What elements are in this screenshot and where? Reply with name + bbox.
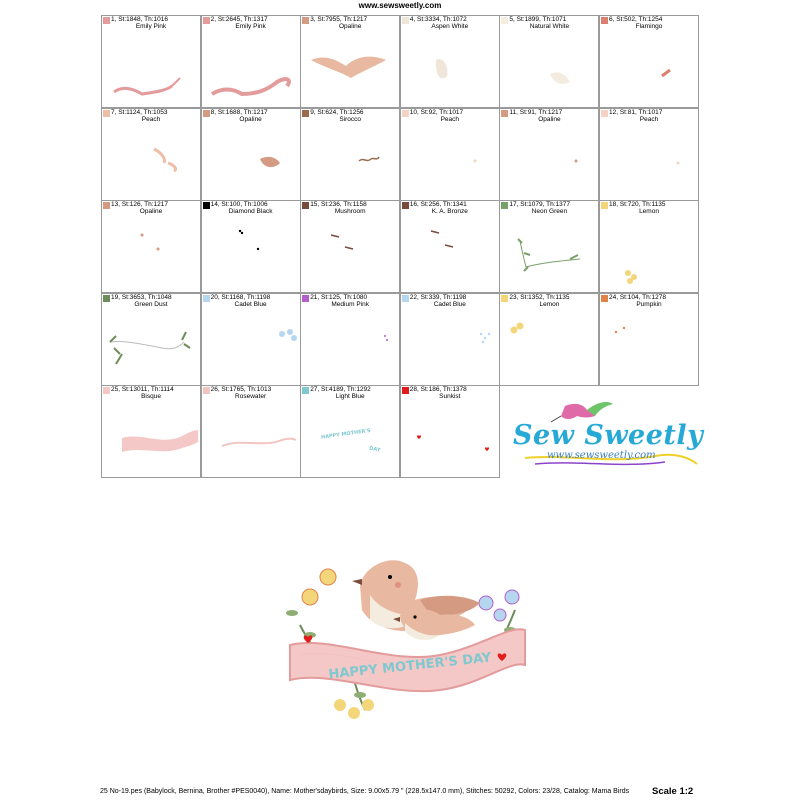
color-cell	[400, 108, 500, 201]
color-preview-art	[301, 386, 400, 478]
color-preview-art	[102, 16, 201, 108]
banner-text: HAPPY MOTHER'S DAY	[327, 650, 492, 683]
color-thread-name: Cadet Blue	[433, 300, 466, 308]
color-thread-name: Opaline	[139, 208, 163, 216]
svg-text:DAY: DAY	[368, 446, 381, 454]
color-thread-name: K. A. Bronze	[431, 208, 468, 216]
color-preview-art	[301, 16, 400, 108]
color-thread-name: Natural White	[529, 23, 570, 30]
color-thread-name: Bisque	[141, 393, 161, 401]
color-preview-art	[600, 294, 699, 386]
color-cell	[201, 293, 301, 386]
color-stitch-info: 24, St:104, Th:1278	[609, 293, 666, 301]
color-cell	[400, 200, 500, 293]
color-thread-name: Aspen White	[431, 23, 469, 30]
color-stitch-info: 8, St:1688, Th:1217	[210, 108, 268, 116]
color-stitch-info: 13, St:126, Th:1217	[111, 201, 168, 209]
color-cell	[499, 200, 599, 293]
color-stitch-info: 26, St:1765, Th:1013	[210, 386, 272, 394]
color-preview-art	[102, 386, 201, 478]
color-thread-name: Pumpkin	[636, 300, 662, 308]
color-preview-art	[102, 201, 201, 293]
color-thread-name: Sirocco	[339, 115, 362, 123]
footer-info: 25 No-19.pes (Babylock, Bernina, Brother #PES0040), Name: Mother'sdaybirds, Size: 9.00x5.79 " (228.5x147.0 mm), Stitches: 50292, Colors: 23/28, Catalog: Mama Birds	[100, 788, 630, 795]
sew-sweetly-logo	[505, 398, 704, 478]
color-thread-name: Opaline	[239, 115, 262, 123]
color-stitch-info: 2, St:2645, Th:1317	[210, 16, 268, 23]
color-thread-name: Flamingo	[635, 23, 663, 30]
color-preview-art	[301, 109, 400, 201]
color-stitch-info: 9, St:624, Th:1256	[310, 108, 364, 116]
color-thread-name: Peach	[440, 115, 460, 123]
color-cell	[101, 385, 201, 478]
color-preview-art	[500, 16, 599, 108]
color-thread-name: Peach	[141, 115, 161, 123]
color-cell	[599, 15, 699, 108]
color-thread-name: Opaline	[338, 23, 362, 30]
color-stitch-info: 10, St:92, Th:1017	[409, 108, 464, 116]
color-stitch-info: 15, St:236, Th:1158	[310, 201, 367, 209]
color-stitch-info: 18, St:720, Th:1135	[609, 201, 666, 209]
color-stitch-info: 1, St:1848, Th:1016	[111, 16, 168, 23]
color-thread-name: Rosewater	[235, 393, 267, 401]
color-cell	[599, 108, 699, 201]
logo-url: www.sewsweetly.com	[547, 450, 656, 461]
color-preview-art	[401, 294, 500, 386]
color-thread-name: Green Dust	[134, 300, 168, 308]
color-thread-name: Diamond Black	[228, 208, 273, 216]
color-preview-art	[202, 386, 301, 478]
color-cell	[300, 15, 400, 108]
color-cell	[599, 293, 699, 386]
color-thread-name: Cadet Blue	[234, 300, 267, 308]
color-thread-name: Lemon	[539, 300, 560, 308]
color-cell	[101, 15, 201, 108]
color-preview-art	[401, 201, 500, 293]
color-cell	[101, 108, 201, 201]
color-cell	[201, 15, 301, 108]
color-preview-art	[600, 16, 699, 108]
color-cell	[499, 108, 599, 201]
color-stitch-info: 16, St:256, Th:1341	[409, 201, 467, 209]
color-thread-name: Neon Green	[531, 208, 568, 216]
color-stitch-info: 20, St:1168, Th:1198	[210, 293, 271, 301]
color-stitch-info: 21, St:125, Th:1080	[310, 293, 368, 301]
color-preview-art	[500, 201, 599, 293]
color-preview-art	[401, 109, 500, 201]
color-cell	[101, 293, 201, 386]
color-stitch-info: 17, St:1079, Th:1377	[509, 201, 570, 209]
color-cell	[300, 385, 400, 478]
color-thread-name: Opaline	[538, 115, 561, 123]
color-preview-art	[202, 294, 301, 386]
color-preview-art	[301, 294, 400, 386]
color-stitch-info: 22, St:339, Th:1198	[409, 293, 467, 301]
color-preview-art	[202, 201, 301, 293]
color-thread-name: Sunkist	[439, 393, 461, 401]
color-cell	[300, 293, 400, 386]
svg-text:HAPPY MOTHER'S: HAPPY MOTHER'S	[320, 428, 372, 442]
color-cell	[599, 200, 699, 293]
color-cell	[499, 293, 599, 386]
color-cell	[300, 108, 400, 201]
color-cell	[400, 15, 500, 108]
color-preview-art	[600, 201, 699, 293]
color-preview-art	[500, 294, 599, 386]
color-thread-name: Light Blue	[335, 393, 365, 401]
color-thread-name: Mushroom	[334, 208, 366, 216]
color-thread-name: Emily Pink	[235, 23, 266, 30]
color-stitch-info: 25, St:13011, Th:1114	[111, 386, 174, 394]
color-stitch-info: 14, St:100, Th:1006	[210, 201, 268, 209]
color-thread-name: Lemon	[639, 208, 659, 216]
color-cell	[101, 200, 201, 293]
color-cell	[201, 200, 301, 293]
embroidery-preview	[270, 555, 540, 720]
color-stitch-info: 5, St:1899, Th:1071	[509, 16, 567, 23]
color-thread-name: Medium Pink	[331, 300, 369, 308]
color-stitch-info: 6, St:502, Th:1254	[609, 16, 663, 23]
color-cell	[300, 200, 400, 293]
color-cell	[201, 108, 301, 201]
color-preview-art	[202, 109, 301, 201]
color-stitch-info: 11, St:91, Th:1217	[509, 108, 563, 116]
scale-label: Scale 1:2	[652, 786, 694, 797]
color-cell	[400, 293, 500, 386]
color-stitch-info: 7, St:1124, Th:1053	[111, 108, 168, 116]
color-preview-art	[401, 386, 500, 478]
color-preview-art	[600, 109, 699, 201]
color-preview-art	[202, 16, 301, 108]
site-url: www.sewsweetly.com	[358, 1, 442, 10]
color-stitch-info: 28, St:186, Th:1378	[409, 386, 467, 394]
color-stitch-info: 27, St:4189, Th:1292	[310, 386, 371, 394]
color-thread-name: Emily Pink	[135, 23, 167, 30]
color-stitch-info: 23, St:1352, Th:1135	[509, 293, 570, 301]
logo-text: Sew Sweetly	[513, 420, 704, 451]
color-stitch-info: 19, St:3653, Th:1048	[111, 293, 172, 301]
color-preview-art	[500, 109, 599, 201]
color-preview-art	[102, 109, 201, 201]
color-cell	[499, 15, 599, 108]
color-cell	[400, 385, 500, 478]
color-preview-art	[301, 201, 400, 293]
color-stitch-info: 3, St:7955, Th:1217	[310, 16, 368, 23]
color-preview-art	[102, 294, 201, 386]
color-stitch-info: 12, St:81, Th:1017	[609, 108, 663, 116]
color-thread-name: Peach	[639, 115, 659, 123]
color-cell	[201, 385, 301, 478]
color-preview-art	[401, 16, 500, 108]
color-stitch-info: 4, St:3334, Th:1072	[409, 16, 467, 23]
